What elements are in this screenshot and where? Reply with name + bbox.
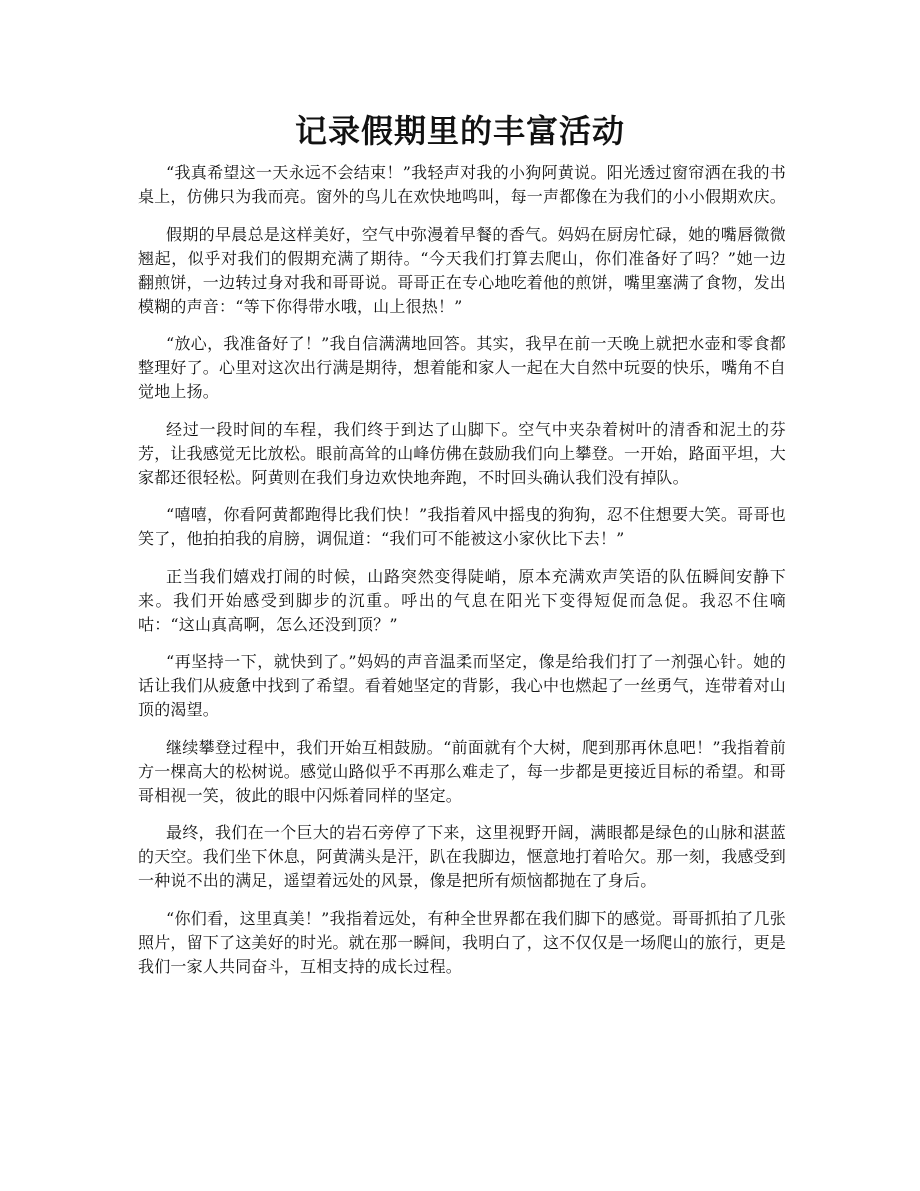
paragraph: “我真希望这一天永远不会结束！”我轻声对我的小狗阿黄说。阳光透过窗帘洒在我的书桌上，仿佛只为我而亮。窗外的鸟儿在欢快地鸣叫，每一声都像在为我们的小小假期欢庆。 (138, 163, 787, 206)
document-title: 记录假期里的丰富活动 (294, 112, 625, 150)
article-body (138, 161, 786, 992)
paragraph: “嘻嘻，你看阿黄都跑得比我们快！”我指着风中摇曳的狗狗，忍不住想要大笑。哥哥也笑了，他拍拍我的肩膀，调侃道：“我们可不能被这小家伙比下去！” (138, 505, 786, 548)
paragraph: 经过一段时间的车程，我们终于到达了山脚下。空气中夹杂着树叶的清香和泥土的芬芳，让我感觉无比放松。眼前高耸的山峰仿佛在鼓励我们向上攀登。一开始，路面平坦，大家都还很轻松。阿黄则在我们身边欢快地奔跑，不时回头确认我们没有掉队。 (138, 419, 787, 487)
paragraph: “你们看，这里真美！”我指着远处，有种全世界都在我们脚下的感觉。哥哥抓拍了几张照片，留下了这美好的时光。就在那一瞬间，我明白了，这不仅仅是一场爬山的旅行，更是我们一家人共同奋斗，互相支持的成长过程。 (138, 908, 787, 976)
paragraph: “再坚持一下，就快到了。”妈妈的声音温柔而坚定，像是给我们打了一剂强心针。她的话让我们从疲惫中找到了希望。看着她坚定的背影，我心中也燃起了一丝勇气，连带着对山顶的渴望。 (138, 652, 787, 719)
paragraph: 最终，我们在一个巨大的岩石旁停了下来，这里视野开阔，满眼都是绿色的山脉和湛蓝的天空。我们坐下休息，阿黄满头是汗，趴在我脚边，惬意地打着哈欠。那一刻，我感受到一种说不出的满足，遥望着远处的风景，像是把所有烦恼都抛在了身后。 (138, 823, 787, 890)
paragraph: “放心，我准备好了！”我自信满满地回答。其实，我早在前一天晚上就把水壶和零食都整理好了。心里对这次出行满是期待，想着能和家人一起在大自然中玩耍的快乐，嘴角不自觉地上扬。 (138, 334, 787, 401)
paragraph: 假期的早晨总是这样美好，空气中弥漫着早餐的香气。妈妈在厨房忙碌，她的嘴唇微微翘起，似乎对我们的假期充满了期待。“今天我们打算去爬山，你们准备好了吗？”她一边翻煎饼，一边转过身对我和哥哥说。哥哥正在专心地吃着他的煎饼，嘴里塞满了食物，发出模糊的声音：“等下你得带水哦，山上很热！” (138, 224, 787, 316)
paragraph: 正当我们嬉戏打闹的时候，山路突然变得陡峭，原本充满欢声笑语的队伍瞬间安静下来。我们开始感受到脚步的沉重。呼出的气息在阳光下变得短促而急促。我忍不住嘀咕：“这山真高啊，怎么还没到顶？” (138, 566, 786, 634)
paragraph: 继续攀登过程中，我们开始互相鼓励。“前面就有个大树，爬到那再休息吧！”我指着前方一棵高大的松树说。感觉山路似乎不再那么难走了，每一步都是更接近目标的希望。和哥哥相视一笑，彼此的眼中闪烁着同样的坚定。 (138, 737, 787, 805)
